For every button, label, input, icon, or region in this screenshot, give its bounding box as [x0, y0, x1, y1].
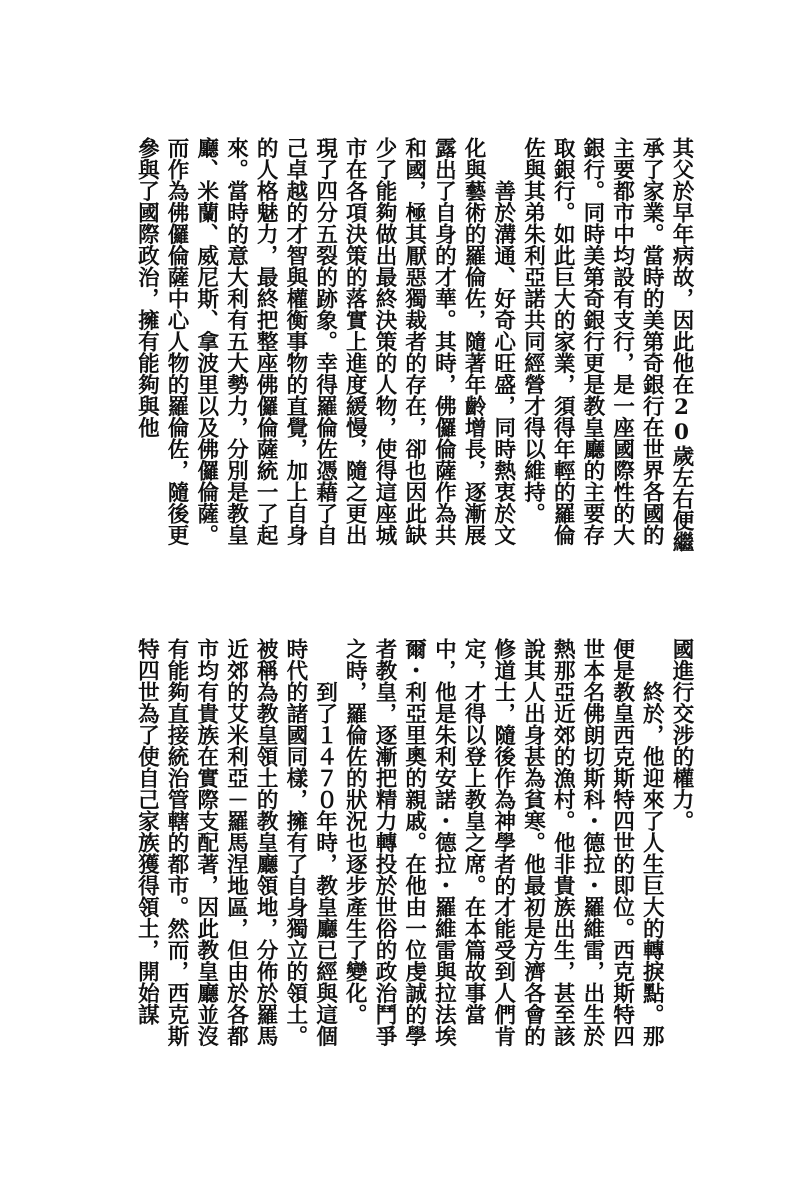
top-text-block [116, 137, 696, 562]
bottom-paragraph-2: 終於，他迎來了人生巨大的轉捩點。那便是教皇西克斯特四世的即位。西克斯特四世本名佛朗切斯科・德拉・羅維雷，出生於熱那亞近郊的漁村。他非貴族出生，甚至該說其人出身甚為貧寒。他最初是方濟各會的修道士，隨後作為神學者的才能受到人們肯定，才得以登上教皇之席。在本篇故事當中，他是朱利安諾・德拉・羅維雷與拉法埃爾・利亞里奧的親戚。在他由一位虔誠的學者教皇，逐漸把精力轉投於世俗的政治鬥爭之時，羅倫佐的狀況也逐步產生了變化。 [342, 638, 665, 1047]
bottom-text-block [116, 638, 696, 1063]
bottom-paragraph-3: 到了１４７０年時，教皇廳已經與這個時代的諸國同樣，擁有了自身獨立的領土。被稱為教皇領土的教皇廳領地，分佈於羅馬近郊的艾米利亞－羅馬涅地區，但由於各都市均有貴族在實際支配著，因此教皇廳並沒有能夠直接統治管轄的都市。然而，西克斯特四世為了使自己家族獲得領土，開始謀 [134, 638, 338, 1047]
bottom-paragraph-1: 國進行交涉的權力。 [669, 638, 694, 832]
top-paragraph-2: 善於溝通、好奇心旺盛，同時熱衷於文化與藝術的羅倫佐，隨著年齡增長，逐漸展露出了自身的才華。其時，佛儸倫薩作為共和國，極其厭惡獨裁者的存在，卻也因此缺少了能夠做出最終決策的人物，使得這座城市在各項決策的落實上進度緩慢，隨之更出現了四分五裂的跡象。幸得羅倫佐憑藉了自己卓越的才智與權衡事物的直覺，加上自身的人格魅力，最終把整座佛儸倫薩統一了起來。當時的意大利有五大勢力，分別是教皇廳、米蘭、威尼斯、拿波里以及佛儸倫薩。而作為佛儸倫薩中心人物的羅倫佐，隨後更參與了國際政治，擁有能夠與他 [134, 137, 516, 546]
top-paragraph-1: 其父於早年病故，因此他在20歲左右便繼承了家業。當時的美第奇銀行在世界各國的主要都市中均設有支行，是一座國際性的大銀行。同時美第奇銀行更是教皇廳的主要存取銀行。如此巨大的家業，須得年輕的羅倫佐與其弟朱利亞諾共同經營才得以維持。 [520, 137, 694, 553]
